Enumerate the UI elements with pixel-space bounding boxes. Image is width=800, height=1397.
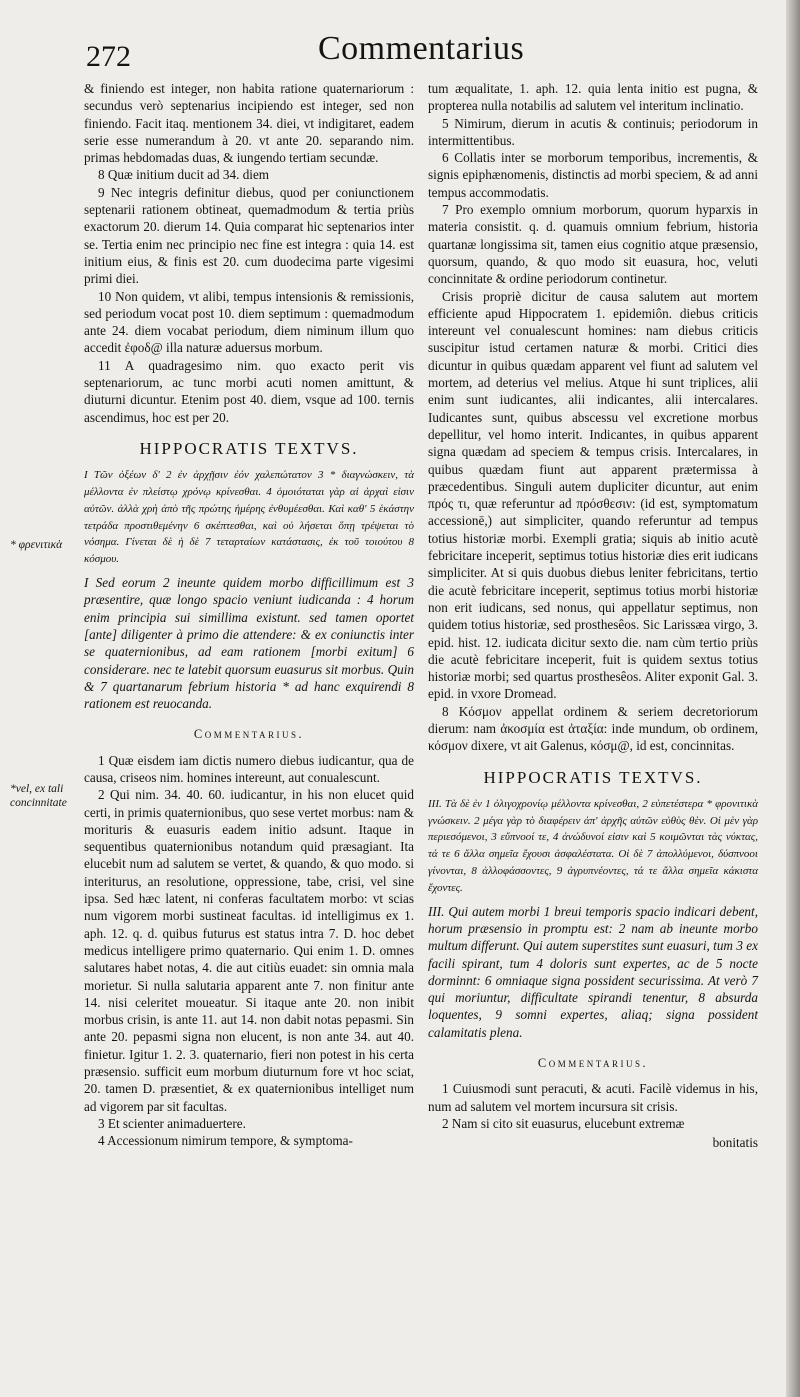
commentary-paragraph: 3 Et scienter animaduertere. [98, 1115, 246, 1131]
paragraph: & finiendo est integer, non habita ratione quaternariorum : secundus verò septenarius incipiendo est integer, sed non finiendo. Facit itaq. mentionem 34. diei, vt indigitaret, eadem serie esse numerandum à 20. vt ante 20. separando nim. primas hebdomadas duas, & iungendo tertiam secundæ. [84, 81, 414, 166]
commentary-paragraph: 1 Quæ eisdem iam dictis numero diebus iudicantur, qua de causa, criseos nim. homines intereunt, aut conualescunt. [84, 752, 414, 785]
paragraph: 11 A quadragesimo nim. quo exacto perit vis septenariorum, ac tunc morbi acuti nomen amittunt, & diuturni dicuntur. Etenim post 40. diem, vsque ad 100. ternis ascendimus, hoc est per 20. [84, 357, 414, 425]
margin-note-1: * φρενιτικὰ [10, 539, 63, 551]
greek-text: I Τῶν ὀξέων δ' 2 ἐν ἀρχῇσιν ἐόν χαλεπώτατον 3 * διαγνώσκειν, τὰ μέλλοντα ἐν πλείστῳ χρόνῳ κρίνεσθαι. 4 ὁμοιόταται γὰρ αἱ ἀρχαὶ εἰσιν αὐτῶν. ἀλλὰ χρὴ ἀπὸ τῆς πρώτης ἡμέρης ἐνθυμέεσθαι. Καὶ καθ' 5 ἑκάστην τετράδα προστιθεμένην 6 σκέπτεσθαι, καὶ οὐ λήσεται ὅπῃ τρέψεται τὸ νόσημα. Γίνεται δὲ ἡ δὲ 7 τεταρταίων κατάστασις, ἐκ τοῦ τοιούτου 8 κόσμου. [84, 469, 414, 566]
commentary-paragraph: 2 Nam si cito sit euasurus, elucebunt extremæ [442, 1115, 685, 1131]
paragraph: tum æqualitate, 1. aph. 12. quia lenta initio est pugna, & propterea nulla notabilis ad salutem vel interitum inclinatio. [428, 81, 758, 114]
paragraph: 7 Pro exemplo omnium morborum, quorum hyparxis in materia consistit. q. d. quamuis omnium febrium, historia quartanæ longissima sit, tamen eius cognitio atque præsensio, quorsum, quando, & quo modo sit euasura, hoc, veluti concinnitate & ordine periodorum continetur. [428, 202, 758, 287]
right-column [428, 80, 758, 1152]
page-gutter-shadow [786, 0, 800, 1397]
paragraph: Crisis propriè dicitur de causa salutem aut mortem efficiente apud Hippocratem 1. epidemiôn. diebus criticis intereunt vel conualescunt homines: nam diebus criticis suscipitur istud certamen naturæ & morbi. Critici dies dicuntur in quibus quædam apparent vel fiunt ad salutem vel mortem, ad deterius vel melius. Atque hi sunt triplices, alii enim sunt iudicantes, alii indicantes, alii intercalares. Iudicantes sunt, quibus abscessu vel excretione morbus depellitur, vel homo interit. Indicantes, in quibus apparent signa quædam ad speciem & tempus crisis. Intercalares, in quibus quædam fiunt aut apparent prætermissa à præcedentibus. Singuli autem dupliciter dicuntur, aut enim πρός τι, quæ referuntur ad πρόσθεσιν: (id est, symptomatum accessionē,) aut simpliciter, quando referuntur ad tempus totius historiæ morbi. Exempli gratia; siquis ab initio acutè febricitare inceperit, septimus totius historiæ dies erit iudicans simpliciter. At si quis duobus diebus leniter febricitans, tertio die acutè febricitare inceperit, septimus totius morbi historiæ non erit iudicans, sed nonus, qui appellatur septimus, non quidem totius historiæ, sed prosthesêos. Sic Larissæa virgo, 3. epid. hist. 12. iudicata dicitur sexto die. nam cùm tertio priùs die acutè febricitare inceperit, fuit is quidem sextus totius historiæ morbi; sed quartus prosthesêos. Aliter exponit Gal. 3. epid. in vxore Dromead. [428, 288, 758, 702]
section-heading: HIPPOCRATIS TEXTVS. [483, 767, 703, 787]
latin-translation: III. Qui autem morbi 1 breui temporis spacio indicari debent, horum præsensio in promptu est: 2 nam ab ineunte morbo multum differunt. Qui autem superstites sunt euasuri, tum 3 ex facili spirant, tum 4 doloris sunt expertes, ac de 5 nocte dorminnt: 6 omniaque signa possident securissima. At verò 7 qui moriuntur, difficultate spirandi tenentur, 8 absurda loquentes, 9 somni expertes, aliaq; signa possident calamitatis plena. [428, 903, 758, 1040]
paragraph: 8 Κόσμον appellat ordinem & seriem decretoriorum dierum: nam ἀκοσμία est ἀταξία: inde mundum, ob ordinem, κόσμον dixere, vt ait Galenus, κόσμ@, id est, concinnitas. [428, 703, 758, 754]
commentary-heading: Commentarius. [537, 1056, 649, 1071]
margin-note-2: *vel, ex tali concinnitate [10, 783, 67, 809]
running-title: Commentarius [318, 30, 525, 67]
commentary-paragraph: 4 Accessionum nimirum tempore, & symptoma- [98, 1133, 353, 1149]
commentary-paragraph: 1 Cuiusmodi sunt peracuti, & acuti. Facilè videmus in his, num ad salutem vel mortem incursura sit crisis. [428, 1081, 758, 1114]
commentary-heading: Commentarius. [193, 727, 305, 742]
paragraph: 10 Non quidem, vt alibi, tempus intensionis & remissionis, sed periodum vocat post 10. diem septimum : quemadmodum ante 24. diem vocabat periodum, diem niminum illum quo accedit ἐφοδ@ illa naturæ aduersus morbum. [84, 288, 414, 356]
paragraph: 6 Collatis inter se morborum temporibus, incrementis, & signis epiphænomenis, distinctis ad morbi speciem, & ad anni tempus accommodatis. [428, 150, 758, 200]
paragraph: 9 Nec integris definitur diebus, quod per coniunctionem septenarii rationem obtineat, quemadmodum & tertia priùs exactorum 20. dierum 14. Quia comparat hic septenarios inter se. Tertia enim nec principio nec fine est integra : quia 14. est initium eius, & finis est 20. cum duodecima parte vigesimi primi diei. [84, 184, 414, 287]
catchword: bonitatis [712, 1135, 758, 1151]
latin-translation: I Sed eorum 2 ineunte quidem morbo difficillimum est 3 præsentire, quæ longo spacio veniunt iudicanda : 4 horum enim principia sui simillima existunt. sed tamen oportet [ante] diligenter à primo die attendere: & ex coniunctis inter se quaternionibus, ad eam rationem [morbi exitum] 6 considerare. nec te latebit quorsum euasurus sit morbus. Quin & 7 quartanarum febrium historia * ad hanc exquirendi 8 rationem est reuocanda. [84, 575, 414, 712]
paragraph: 8 Quæ initium ducit ad 34. diem [98, 167, 270, 183]
section-heading: HIPPOCRATIS TEXTVS. [139, 438, 359, 458]
greek-text: III. Τὰ δὲ ἐν 1 ὀλιγοχρονίῳ μέλλοντα κρίνεσθαι, 2 εὐπετέστερα * φρονιτικὰ γνώσκειν. 2 μέγα γὰρ τὸ διαφέρειν ἀπ' ἀρχῆς αὐτῶν εὐθὺς θὲν. Οἱ μὲν γὰρ περιεσόμενοι, 3 εὔπνοοί τε, 4 ἀνώδυνοί εἰσιν καὶ 5 κοιμῶνται τὰς νύκτας, τά τε 6 ἄλλα σημεῖα ἔχουσι ἀσφαλέστατα. Οἱ δὲ 7 ἀπολλύμενοι, δύσπνοοι γίνονται, 8 ἀλλοφάσσοντες, 9 ἀγρυπνέοντες, τά τε ἄλλα σημεῖα κάκιστα ἔχοντες. [428, 797, 758, 894]
left-column [84, 80, 414, 1150]
page-number: 272 [86, 40, 131, 73]
commentary-paragraph: 2 Qui nim. 34. 40. 60. iudicantur, in his non elucet quid certi, in primis quaternionibus, quo sese vertet morbus: nam & morituris & euasuris eadem initio adsunt. Itaque in sequentibus quaternionibus notandum quid præsagiant. Ita elucebit num ad salutem se vertet, & quando, & quo modo. si interiturus, an resolutione, oppressione, tabe, crisi, vel sine ipsa. Sed hæc latent, ni conferas facultatem morbo: vt scias num vigorem morbi sustineat facultas. id intelligimus ex 1. aph. 12. q. d. quibus futurus est status intra 7. D. hoc debet medicus intelligere primo quaternario. Qui enim 1. D. omnes salutares habet notas, 4. die aut citiùs euadet: sin omnia mala morietur. Si nulla salutaria apparent ante 7. non finitur ante 14. nisi celeritet moueatur. Si itaque ante 20. non inibit morbus crisin, is ante 11. aut 14. non dabit notas pepasmi. Sin ante 20. pepasmi signa non elucent, is non ante 34. aut 40. finietur. Igitur 1. 2. 3. quaternario, fieri non potest in his certa præsensio. sufficit eum morbum diuturnum fore vt hoc sciat, 20. tamen D. præsentiet, & ex quaternionibus intelliget num ad vigorem par sit facultas. [84, 787, 414, 1114]
paragraph: 5 Nimirum, dierum in acutis & continuis; periodorum in intermittentibus. [428, 115, 758, 148]
